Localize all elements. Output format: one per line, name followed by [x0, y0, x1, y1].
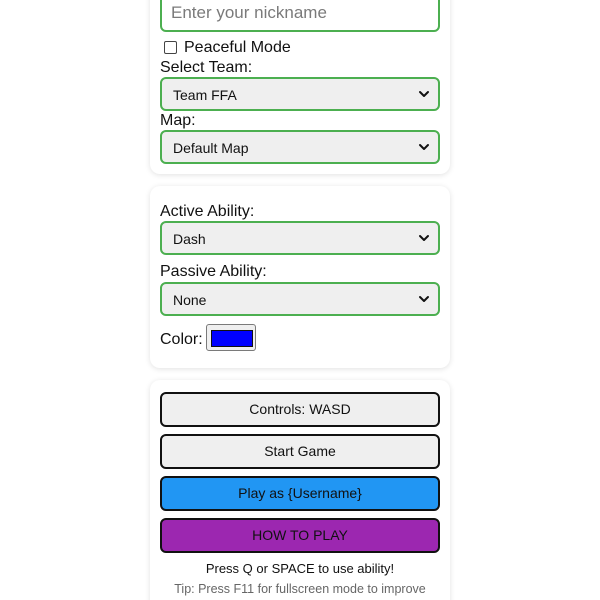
chevron-down-icon [418, 141, 430, 153]
chevron-down-icon [418, 293, 430, 305]
map-select[interactable] [160, 130, 440, 164]
play-as-button[interactable]: Play as {Username} [160, 476, 440, 511]
active-ability-select[interactable] [160, 221, 440, 255]
map-label: Map: [160, 112, 196, 129]
active-ability-label: Active Ability: [160, 203, 255, 220]
nickname-input[interactable] [160, 0, 440, 32]
map-select-value: Default Map [173, 140, 249, 156]
ability-hint: Press Q or SPACE to use ability! [205, 561, 395, 576]
team-select[interactable] [160, 77, 440, 111]
how-to-play-button[interactable]: HOW TO PLAY [160, 518, 440, 553]
passive-ability-value: None [173, 292, 207, 308]
passive-ability-label: Passive Ability: [160, 263, 267, 280]
color-picker[interactable] [206, 324, 256, 351]
team-select-value: Team FFA [173, 87, 237, 103]
chevron-down-icon [418, 232, 430, 244]
peaceful-mode-label: Peaceful Mode [184, 39, 291, 56]
start-game-button[interactable]: Start Game [160, 434, 440, 469]
chevron-down-icon [418, 88, 430, 100]
passive-ability-select[interactable] [160, 282, 440, 316]
fullscreen-tip: Tip: Press F11 for fullscreen mode to improve [174, 582, 426, 596]
peaceful-mode-checkbox[interactable] [164, 41, 177, 54]
controls-button[interactable]: Controls: WASD [160, 392, 440, 427]
active-ability-value: Dash [173, 231, 206, 247]
team-label: Select Team: [160, 59, 253, 76]
color-label: Color: [160, 331, 203, 348]
color-picker-swatch [211, 330, 253, 347]
